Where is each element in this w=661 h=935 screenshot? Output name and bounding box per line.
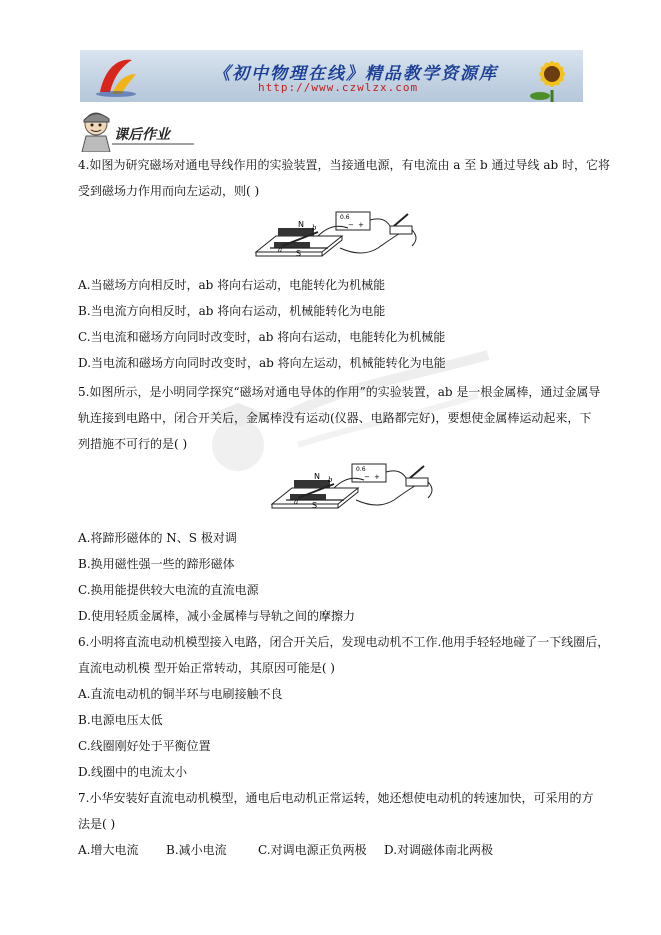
- homework-section-badge: [76, 110, 196, 152]
- cartoon-student-icon: [76, 110, 116, 152]
- q5-battery-minus: −: [364, 473, 370, 481]
- q4-apparatus-diagram: [252, 208, 422, 264]
- q5-option-c: C.换用能提供较大电流的直流电源: [78, 583, 259, 597]
- q7-option-c: C.对调电源正负两极: [258, 843, 367, 857]
- q4-magnet-north-label: N: [298, 220, 304, 229]
- q5-battery-label: 0.6: [356, 466, 366, 473]
- q5-stem-line-3: 列措施不可行的是( ): [78, 437, 188, 451]
- q4-rod-end-b: b: [312, 224, 317, 232]
- q4-option-b: B.当电流方向相反时，ab 将向右运动，机械能转化为电能: [78, 304, 386, 318]
- q4-option-a: A.当磁场方向相反时，ab 将向右运动，电能转化为机械能: [78, 278, 386, 292]
- q7-option-b: B.减小电流: [166, 843, 227, 857]
- q5-apparatus-diagram: [268, 460, 438, 516]
- q5-option-d: D.使用轻质金属棒，减小金属棒与导轨之间的摩擦力: [78, 609, 356, 623]
- q5-magnet-north-label: N: [314, 472, 320, 481]
- q7-stem-line-2: 法是( ): [78, 817, 116, 831]
- site-logo-icon: [92, 54, 140, 98]
- q7-option-d: D.对调磁体南北两极: [384, 843, 494, 857]
- q4-option-c: C.当电流和磁场方向同时改变时，ab 将向右运动，电能转化为机械能: [78, 330, 446, 344]
- q4-magnet-south-label: S: [296, 249, 302, 258]
- sunflower-icon: [518, 50, 583, 102]
- header-banner: [80, 50, 583, 102]
- q6-option-a: A.直流电动机的铜半环与电刷接触不良: [78, 687, 283, 701]
- q6-stem-line-1: 6.小明将直流电动机模型接入电路，闭合开关后，发现电动机不工作.他用手轻轻地碰了一下线圈后，: [78, 635, 610, 649]
- q7-option-a: A.增大电流: [78, 843, 139, 857]
- q6-stem-line-2: 直流电动机模 型开始正常转动，其原因可能是( ): [78, 661, 335, 675]
- q5-rod-end-a: a: [294, 498, 299, 506]
- q4-option-d: D.当电流和磁场方向同时改变时，ab 将向左运动，机械能转化为电能: [78, 356, 446, 370]
- q5-option-a: A.将蹄形磁体的 N、S 极对调: [78, 531, 237, 545]
- section-badge-label: 课后作业: [114, 127, 170, 143]
- q5-rod-end-b: b: [328, 476, 333, 484]
- q4-battery-label: 0.6: [340, 214, 350, 221]
- q4-battery-plus: +: [358, 221, 364, 229]
- q5-battery-plus: +: [374, 473, 380, 481]
- q5-stem-line-2: 轨连接到电路中，闭合开关后，金属棒没有运动(仪器、电路都完好)，要想使金属棒运动起来，下: [78, 411, 592, 425]
- banner-title: 《初中物理在线》精品教学资源库: [213, 64, 498, 84]
- q4-rod-end-a: a: [278, 246, 283, 254]
- q4-stem-line-2: 受到磁场力作用而向左运动，则( ): [78, 184, 260, 198]
- q6-option-d: D.线圈中的电流太小: [78, 765, 188, 779]
- q5-stem-line-1: 5.如图所示，是小明同学探究“磁场对通电导体的作用”的实验装置，ab 是一根金属棒，通过金属导: [78, 385, 601, 399]
- q6-option-b: B.电源电压太低: [78, 713, 163, 727]
- q4-battery-minus: −: [348, 221, 354, 229]
- banner-url[interactable]: http://www.czwlzx.com: [258, 81, 419, 94]
- q4-stem-line-1: 4.如图为研究磁场对通电导线作用的实验装置，当接通电源，有电流由 a 至 b 通过导线 ab 时，它将: [78, 158, 611, 172]
- q5-magnet-south-label: S: [312, 501, 318, 510]
- q5-option-b: B.换用磁性强一些的蹄形磁体: [78, 557, 235, 571]
- q7-stem-line-1: 7.小华安装好直流电动机模型，通电后电动机正常运转，她还想使电动机的转速加快，可采用的方: [78, 791, 594, 805]
- q6-option-c: C.线圈刚好处于平衡位置: [78, 739, 211, 753]
